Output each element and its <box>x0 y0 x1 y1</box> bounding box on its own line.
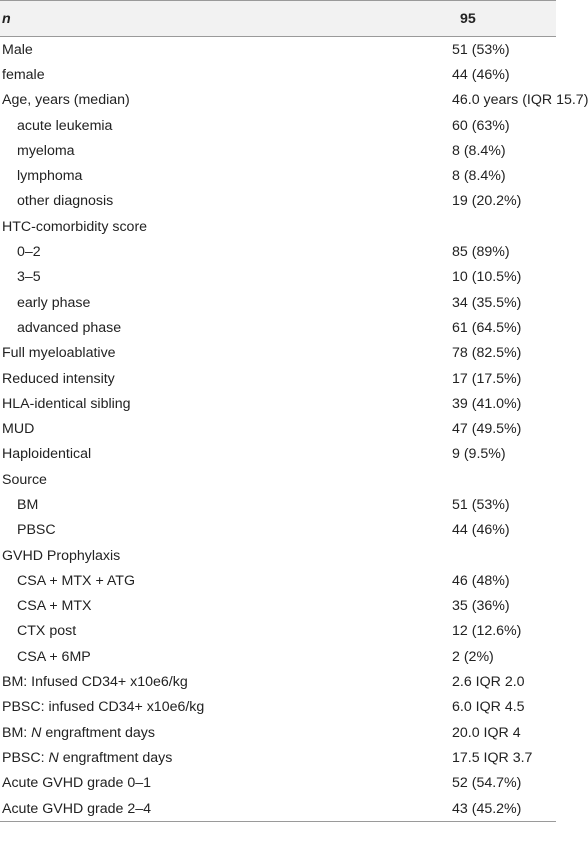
row-label: PBSC <box>17 522 56 539</box>
table-row <box>0 416 556 441</box>
table-header-row <box>0 1 556 37</box>
row-label: other diagnosis <box>17 193 114 210</box>
row-label: Acute GVHD grade 0–1 <box>2 775 152 792</box>
row-label: HLA-identical sibling <box>2 395 131 412</box>
table-row <box>0 644 556 669</box>
table-row <box>0 543 556 568</box>
row-value: 43 (45.2%) <box>383 796 556 822</box>
table-row <box>0 189 556 214</box>
row-value: 17 (17.5%) <box>452 370 522 387</box>
table-row <box>0 492 556 517</box>
row-label: Source <box>2 471 47 488</box>
row-label: early phase <box>17 294 91 311</box>
table-row <box>0 290 556 315</box>
table-row <box>0 366 556 391</box>
row-value: 60 (63%) <box>452 117 510 134</box>
table-row <box>0 239 556 264</box>
table-row <box>0 341 556 366</box>
row-value: 2.6 IQR 2.0 <box>452 674 525 691</box>
row-label: female <box>2 66 45 83</box>
row-label: Age, years (median) <box>2 92 130 109</box>
row-label: Haploidentical <box>2 446 92 463</box>
row-label: myeloma <box>17 142 75 159</box>
table-row <box>0 265 556 290</box>
table-row <box>0 720 556 745</box>
row-value: 19 (20.2%) <box>452 193 522 210</box>
row-value: 61 (64.5%) <box>452 319 522 336</box>
row-value: 12 (12.6%) <box>452 623 522 640</box>
row-value: 78 (82.5%) <box>452 345 522 362</box>
row-value <box>383 543 556 568</box>
table-row <box>0 113 556 138</box>
row-value: 8 (8.4%) <box>452 168 506 185</box>
table-row <box>0 594 556 619</box>
table-row <box>0 391 556 416</box>
row-value: 2 (2%) <box>452 648 494 665</box>
row-label: CSA + MTX + ATG <box>17 572 136 589</box>
table-row <box>0 467 556 492</box>
row-label: Reduced intensity <box>2 370 115 387</box>
row-value: 51 (53%) <box>452 496 510 513</box>
row-label: CSA + 6MP <box>17 648 91 665</box>
row-value: 85 (89%) <box>452 244 510 261</box>
row-label: Acute GVHD grade 2–4 <box>0 796 383 822</box>
row-value: 6.0 IQR 4.5 <box>452 699 525 716</box>
row-value: 44 (46%) <box>452 66 510 83</box>
table-row <box>0 88 556 113</box>
row-label: Male <box>2 41 33 58</box>
header-label: n <box>0 1 383 37</box>
row-value: 44 (46%) <box>452 522 510 539</box>
row-label: BM: N engraftment days <box>2 724 155 741</box>
row-label: CSA + MTX <box>17 598 92 615</box>
table-row <box>0 771 556 796</box>
table-row <box>0 796 556 822</box>
row-label: 3–5 <box>17 269 41 286</box>
row-label: acute leukemia <box>17 117 113 134</box>
row-label: Full myeloablative <box>2 345 116 362</box>
row-value: 46 (48%) <box>452 572 510 589</box>
row-value: 35 (36%) <box>452 598 510 615</box>
row-label: 0–2 <box>17 244 41 261</box>
row-label: BM <box>17 496 39 513</box>
table-row <box>0 695 556 720</box>
table-body <box>0 37 588 822</box>
row-value: 9 (9.5%) <box>452 446 506 463</box>
row-value: 20.0 IQR 4 <box>452 724 521 741</box>
row-value: 10 (10.5%) <box>452 269 522 286</box>
table-row <box>0 138 556 163</box>
row-label: GVHD Prophylaxis <box>2 547 121 564</box>
table-row <box>0 214 556 239</box>
table-row <box>0 37 556 63</box>
row-value: 17.5 IQR 3.7 <box>452 749 533 766</box>
row-value: 47 (49.5%) <box>452 421 522 438</box>
row-value <box>383 467 556 492</box>
table-row <box>0 442 556 467</box>
table-row <box>0 163 556 188</box>
row-label: HTC-comorbidity score <box>2 218 148 235</box>
row-label: PBSC: N engraftment days <box>2 749 173 766</box>
row-value: 34 (35.5%) <box>452 294 522 311</box>
row-label: PBSC: infused CD34+ x10e6/kg <box>2 699 205 716</box>
header-count: 95 <box>383 1 556 37</box>
row-value: 51 (53%) <box>452 41 510 58</box>
row-value: 46.0 years (IQR 15.7) <box>452 92 588 109</box>
table-row <box>0 315 556 340</box>
row-value: 39 (41.0%) <box>452 395 522 412</box>
row-label: advanced phase <box>17 319 122 336</box>
table-row <box>0 619 556 644</box>
table-row <box>0 518 556 543</box>
row-label: MUD <box>2 421 35 438</box>
row-label: BM: Infused CD34+ x10e6/kg <box>2 674 188 691</box>
table-row <box>0 745 556 770</box>
table-row <box>0 669 556 694</box>
table-row <box>0 568 556 593</box>
row-label: CTX post <box>17 623 77 640</box>
row-value: 8 (8.4%) <box>452 142 506 159</box>
row-value: 52 (54.7%) <box>452 775 522 792</box>
row-label: lymphoma <box>17 168 83 185</box>
row-value <box>383 214 556 239</box>
table-row <box>0 62 556 87</box>
